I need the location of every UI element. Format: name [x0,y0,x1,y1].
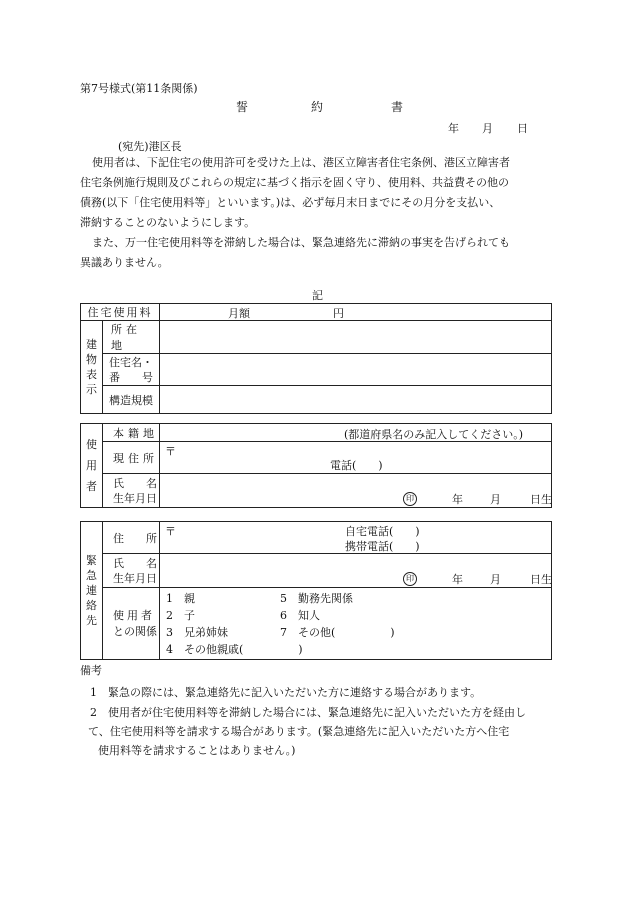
form-number: 第7号様式(第11条関係) [80,82,198,95]
housing-table [80,303,552,414]
para2-line-1: また、万一住宅使用料等を滞納した場合は、緊急連絡先に滞納の事実を告げられても [92,236,510,249]
structure-label: 構造規模 [103,386,160,414]
birth-year-label: 年 [452,493,463,506]
em-birth-year-label: 年 [452,573,463,586]
note-2-line-3: 使用料等を請求することはありません。) [98,744,296,757]
paragraph-1 [80,153,560,233]
em-postal-mark: 〒 [165,525,176,538]
domicile-label: 本籍地 [103,424,160,442]
address-field[interactable] [160,442,552,474]
para1-line-4: 滞納することのないようにします。 [80,216,256,229]
note-1: 1 緊急の際には、緊急連絡先に記入いただいた方に連絡する場合があります。 [90,686,482,699]
domicile-note: (都道府県名のみ記入してください。) [344,428,524,441]
notes-heading: 備考 [80,664,102,677]
em-birth-day-label: 日生 [530,573,552,586]
emergency-table [80,521,552,660]
home-phone-label: 自宅電話( ) [345,525,420,538]
em-address-label: 住 所 [103,522,160,554]
em-birth-month-label: 月 [490,573,501,586]
relation-option-6[interactable]: 6 知人 [280,609,320,622]
phone-label: 電話( ) [330,459,383,472]
em-name-birth-field[interactable] [160,554,552,588]
title-char-1: 誓 [236,100,249,114]
em-address-field[interactable] [160,522,552,554]
user-label: 使 用 者 [81,424,103,508]
para1-line-1: 使用者は、下記住宅の使用許可を受けた上は、港区立障害者住宅条例、港区立障害者 [92,156,510,169]
relation-option-4[interactable]: 4 その他親戚( ) [166,643,303,656]
rent-field[interactable] [160,304,552,321]
date-year-label: 年 [448,122,459,135]
birth-day-label: 日生 [530,493,552,506]
housing-name-label: 住宅名・ 番 号 [103,354,160,386]
title-char-2: 約 [311,100,324,114]
structure-field[interactable] [160,386,552,414]
relation-option-5[interactable]: 5 勤務先関係 [280,592,353,605]
note-2 [90,703,526,760]
relation-option-2[interactable]: 2 子 [166,609,195,622]
relation-label: 使用者 との関係 [103,588,160,660]
mobile-phone-label: 携帯電話( ) [345,540,420,553]
location-field[interactable] [160,321,552,354]
location-label: 所在地 [103,321,160,354]
yen-label: 円 [333,307,344,320]
para2-line-2: 異議ありません。 [80,256,169,269]
date-month-label: 月 [482,122,493,135]
note-2-line-2: て、住宅使用料等を請求する場合があります。(緊急連絡先に記入いただいた方へ住宅 [88,725,510,738]
name-birth-field[interactable] [160,474,552,508]
addressee: (宛先)港区長 [118,140,182,153]
housing-name-field[interactable] [160,354,552,386]
domicile-field[interactable] [160,424,552,442]
date-day-label: 日 [517,122,528,135]
seal-mark: 印 [403,492,417,506]
relation-option-7[interactable]: 7 その他( ) [280,626,395,639]
relation-option-1[interactable]: 1 親 [166,592,195,605]
em-seal-mark: 印 [403,572,417,586]
rent-label: 住宅使用料 [81,304,160,321]
relation-option-3[interactable]: 3 兄弟姉妹 [166,626,228,639]
para1-line-2: 住宅条例施行規則及びこれらの規定に基づく指示を固く守り、使用料、共益費その他の [80,176,509,189]
postal-mark: 〒 [165,445,176,458]
user-table [80,423,552,508]
para1-line-3: 債務(以下「住宅使用料等」といいます。)は、必ず毎月末日までにその月分を支払い、 [80,196,501,209]
building-label: 建 物 表 示 [81,321,103,414]
birth-month-label: 月 [490,493,501,506]
relation-options [160,588,552,660]
note-2-line-1: 2 使用者が住宅使用料等を滞納した場合には、緊急連絡先に記入いただいた方を経由し [90,706,526,719]
title-char-3: 書 [391,100,404,114]
address-label: 現住所 [103,442,160,474]
em-name-birth-label: 氏 名 生年月日 [103,554,160,588]
ki-label: 記 [312,289,323,302]
paragraph-2 [80,233,560,273]
name-birth-label: 氏 名 生年月日 [103,474,160,508]
emergency-label: 緊 急 連 絡 先 [81,522,103,660]
monthly-label: 月額 [228,307,250,320]
